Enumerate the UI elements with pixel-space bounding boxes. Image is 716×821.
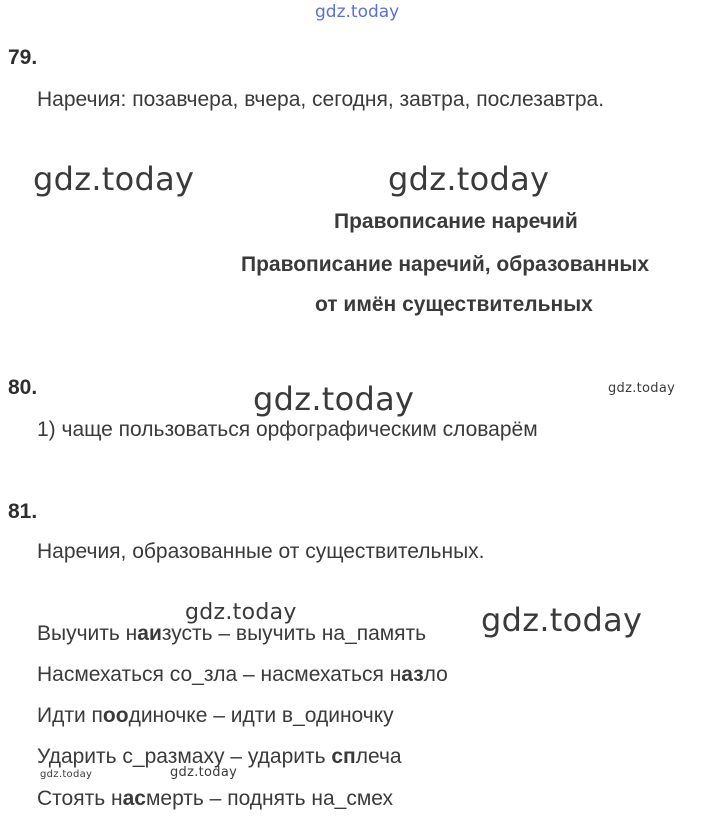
- line-text: Выучить н: [37, 622, 138, 645]
- heading-spelling-adverbs: Правописание наречий: [334, 210, 578, 233]
- watermark: gdz.today: [33, 160, 195, 198]
- line-text: леча: [355, 745, 402, 768]
- task-number-81: 81.: [8, 500, 38, 523]
- watermark: gdz.today: [40, 769, 93, 780]
- line-text: Стоять н: [37, 787, 123, 810]
- watermark: gdz.today: [608, 381, 676, 396]
- bold-letters: аз: [401, 663, 424, 686]
- task-number-79: 79.: [8, 46, 38, 69]
- watermark: gdz.today: [481, 601, 643, 639]
- line-text: диночке – идти в_одиночку: [128, 704, 394, 727]
- bold-letters: ас: [122, 787, 146, 810]
- heading-adverbs-from-nouns-line2: от имён существительных: [315, 293, 593, 316]
- adverb-line: [37, 622, 426, 646]
- bold-letters: сп: [331, 745, 356, 768]
- line-text: зусть – выучить на_память: [161, 622, 427, 645]
- heading-adverbs-from-nouns-line1: Правописание наречий, образованных: [241, 253, 650, 276]
- line-text: мерть – поднять на_смех: [145, 787, 394, 810]
- task-80-text: 1) чаще пользоваться орфографическим словарём: [37, 418, 538, 441]
- line-text: Идти п: [37, 704, 103, 727]
- task-number-80: 80.: [8, 376, 38, 399]
- watermark: gdz.today: [185, 600, 297, 625]
- line-text: Насмехаться со_зла – насмехаться н: [37, 663, 402, 686]
- bold-letters: оо: [102, 704, 129, 727]
- task-79-text: Наречия: позавчера, вчера, сегодня, завтра, послезавтра.: [37, 88, 605, 111]
- bold-letters: аи: [137, 622, 162, 645]
- watermark: gdz.today: [170, 765, 238, 780]
- adverb-line: [37, 787, 393, 811]
- line-text: Ударить с_размаху – ударить: [37, 745, 332, 768]
- task-81-intro: Наречия, образованные от существительных.: [37, 540, 485, 563]
- adverb-line: [37, 704, 394, 728]
- watermark-top: gdz.today: [315, 2, 400, 22]
- line-text: ло: [423, 663, 448, 686]
- adverb-line: [37, 663, 448, 687]
- watermark: gdz.today: [388, 160, 550, 198]
- watermark: gdz.today: [253, 380, 415, 418]
